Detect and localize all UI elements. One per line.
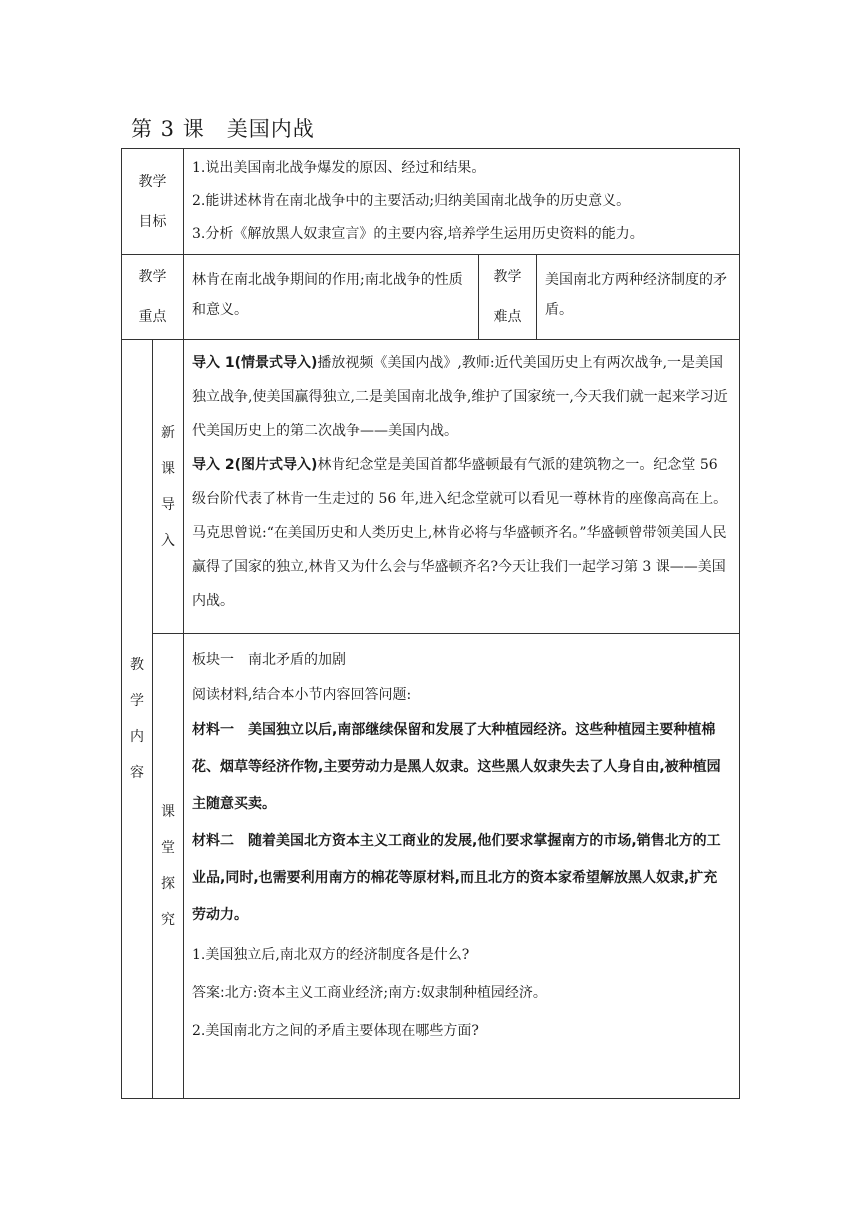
goals-row bbox=[122, 149, 740, 255]
answer-label: 答案: bbox=[192, 985, 225, 1001]
content-label-char: 容 bbox=[130, 765, 144, 781]
instruction: 阅读材料,结合本小节内容回答问题: bbox=[192, 687, 412, 703]
intro-content bbox=[184, 340, 740, 634]
explore-content bbox=[184, 634, 740, 1099]
goal-item: 1.说出美国南北战争爆发的原因、经过和结果。 bbox=[192, 160, 486, 176]
goal-item: 3.分析《解放黑人奴隶宣言》的主要内容,培养学生运用历史资料的能力。 bbox=[192, 226, 644, 242]
question-1: 1.美国独立后,南北双方的经济制度各是什么? bbox=[192, 947, 470, 963]
goals-label-line2: 目标 bbox=[138, 213, 167, 230]
intro-row bbox=[122, 340, 740, 634]
goal-item: 2.能讲述林肯在南北战争中的主要活动;归纳美国南北战争的历史意义。 bbox=[192, 193, 631, 209]
key-label bbox=[122, 255, 184, 340]
content-label bbox=[122, 340, 153, 1099]
content-label-char: 内 bbox=[130, 729, 144, 745]
key-label-line2: 重点 bbox=[138, 309, 167, 325]
intro-2-text: 林肯纪念堂是美国首都华盛顿最有气派的建筑物之一。纪念堂 56 级台阶代表了林肯一生走过的 56 年,进入纪念堂就可以看见一尊林肯的座像高高在上。马克思曾说:“在美国历史和人类历史上,林肯必将与华盛顿齐名。”华盛顿曾带领美国人民赢得了国家的独立,林肯又为什么会与华盛顿齐名?今天让我们一起学习第 3 课——美国内战。 bbox=[192, 457, 728, 609]
explore-label bbox=[153, 634, 184, 1099]
intro-paragraph-2 bbox=[192, 448, 731, 618]
explore-label-char: 堂 bbox=[161, 840, 175, 856]
intro-label-char: 新 bbox=[161, 424, 175, 441]
block-title: 板块一 南北矛盾的加剧 bbox=[192, 652, 346, 668]
difficulty-text-content: 美国南北方两种经济制度的矛盾。 bbox=[545, 272, 727, 318]
difficulty-label bbox=[479, 255, 537, 340]
difficulty-label-line2: 难点 bbox=[493, 309, 522, 325]
page-title: 第 3 课 美国内战 bbox=[131, 117, 315, 141]
question-2: 2.美国南北方之间的矛盾主要体现在哪些方面? bbox=[192, 1023, 479, 1039]
goals-label-line1: 教学 bbox=[138, 173, 167, 190]
key-text-content: 林肯在南北战争期间的作用;南北战争的性质和意义。 bbox=[192, 272, 463, 318]
goals-content bbox=[184, 149, 740, 255]
explore-row bbox=[122, 634, 740, 1099]
explore-label-char: 探 bbox=[161, 876, 175, 892]
content-label-char: 学 bbox=[130, 693, 144, 709]
answer-text: 北方:资本主义工商业经济;南方:奴隶制种植园经济。 bbox=[224, 985, 547, 1001]
intro-label-char: 导 bbox=[161, 496, 175, 513]
content-label-char: 教 bbox=[130, 657, 144, 673]
difficulty-text bbox=[537, 255, 740, 340]
answer-1 bbox=[192, 974, 731, 1012]
lesson-plan-table bbox=[121, 148, 740, 1099]
intro-1-title: 导入 1(情景式导入) bbox=[192, 355, 318, 371]
goals-label bbox=[122, 149, 184, 255]
material-2: 材料二 随着美国北方资本主义工商业的发展,他们要求掌握南方的市场,销售北方的工业品,同时,也需要利用南方的棉花等原材料,而且北方的资本家希望解放黑人奴隶,扩充劳动力。 bbox=[192, 833, 721, 923]
intro-paragraph-1 bbox=[192, 346, 731, 448]
intro-label-char: 入 bbox=[161, 532, 175, 549]
material-1: 材料一 美国独立以后,南部继续保留和发展了大种植园经济。这些种植园主要种植棉花、烟草等经济作物,主要劳动力是黑人奴隶。这些黑人奴隶失去了人身自由,被种植园主随意买卖。 bbox=[192, 722, 721, 812]
intro-1-text: 播放视频《美国内战》,教师:近代美国历史上有两次战争,一是美国独立战争,使美国赢得独立,二是美国南北战争,维护了国家统一,今天我们就一起来学习近代美国历史上的第二次战争——美国内战。 bbox=[192, 355, 728, 439]
key-text bbox=[184, 255, 479, 340]
intro-label-char: 课 bbox=[161, 460, 175, 477]
intro-label bbox=[153, 340, 184, 634]
explore-label-char: 究 bbox=[161, 912, 175, 928]
explore-label-char: 课 bbox=[161, 804, 175, 820]
difficulty-label-line1: 教学 bbox=[493, 269, 522, 285]
key-row bbox=[122, 255, 740, 340]
intro-2-title: 导入 2(图片式导入) bbox=[192, 457, 318, 473]
key-label-line1: 教学 bbox=[138, 269, 167, 285]
